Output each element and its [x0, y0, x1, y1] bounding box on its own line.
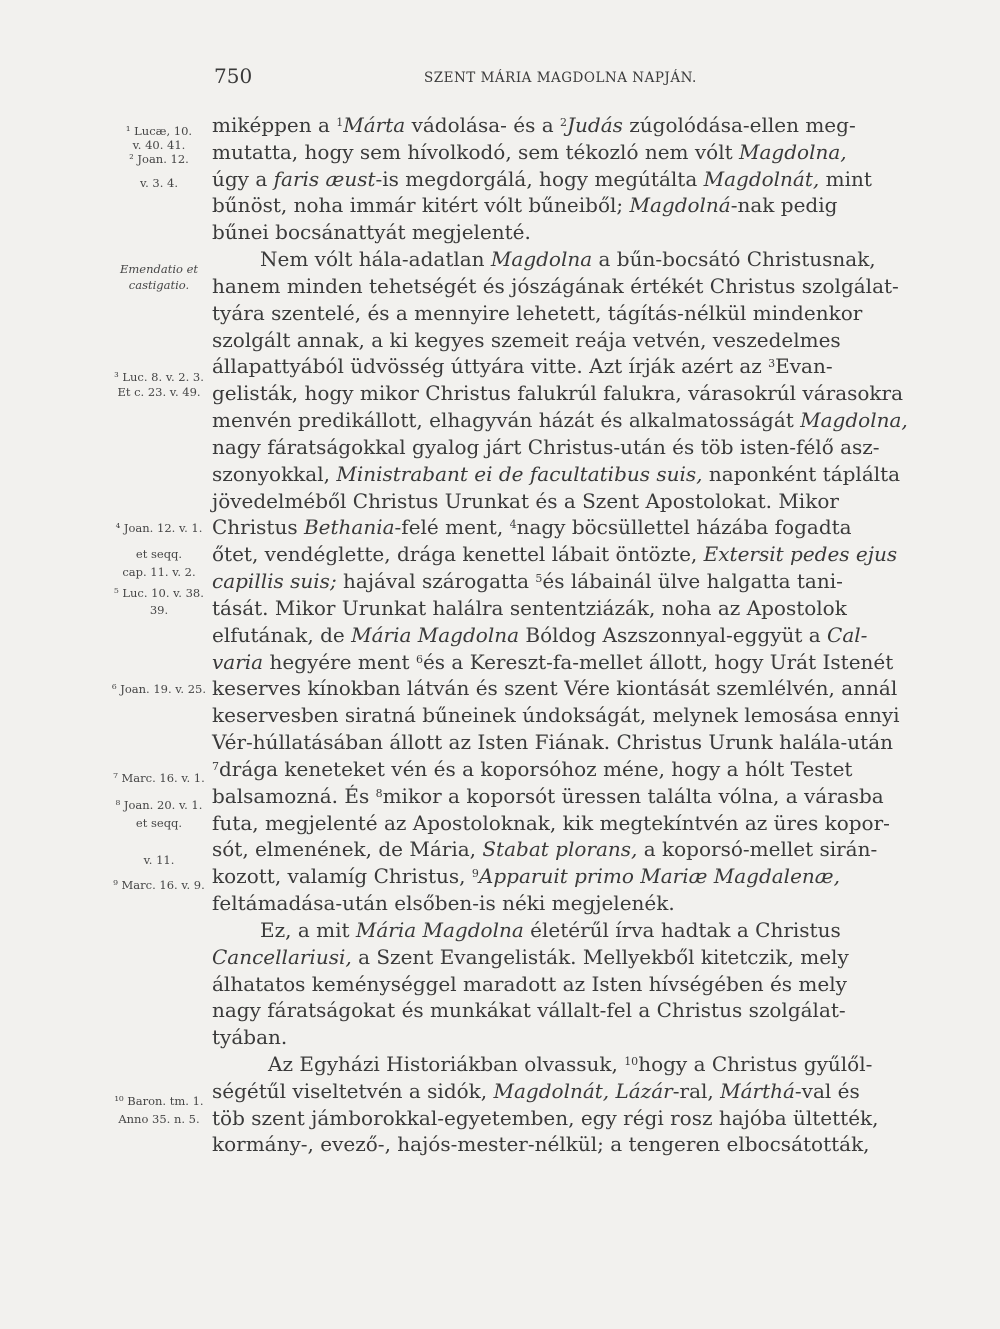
text-line: tását. Mikor Urunkat halálra sententziázák, noha az Apostolok	[212, 595, 847, 620]
text-line: futa, megjelenté az Apostoloknak, kik megtekíntvén az üres kopor-	[212, 810, 890, 835]
margin-note: ² Joan. 12.	[129, 152, 189, 166]
margin-note: ¹⁰ Baron. tm. 1.	[114, 1094, 204, 1108]
text-line: szonyokkal, Ministrabant ei de facultatibus suis, naponként táplálta	[212, 461, 901, 486]
text-line: keservesben siratná bűneinek úndokságát, melynek lemosása ennyi	[212, 703, 900, 728]
margin-note: v. 11.	[143, 853, 175, 867]
text-line: álhatatos keménységgel maradott az Isten hívségében és mely	[212, 971, 847, 996]
text-line: bűnöst, noha immár kitért vólt bűneiből; Magdolná-nak pedig	[212, 193, 838, 218]
text-line: ségétűl viseltetvén a sidók, Magdolnát, Lázár-ral, Márthá-val és	[212, 1078, 860, 1103]
margin-note: ⁵ Luc. 10. v. 38.	[114, 586, 204, 600]
margin-note: Emendatio et	[119, 262, 199, 276]
text-line: jövedelméből Christus Urunkat és a Szent Apostolokat. Mikor	[212, 488, 839, 513]
text-line: mutatta, hogy sem hívolkodó, sem tékozló nem vólt Magdolna,	[212, 139, 847, 164]
text-line: Cancellariusi, a Szent Evangelisták. Mellyekből kitetczik, mely	[212, 944, 849, 969]
text-line: állapattyából üdvösség úttyára vitte. Azt írják azért az $^3$Evan-	[212, 354, 833, 379]
running-head: SZENT MÁRIA MAGDOLNA NAPJÁN.	[424, 70, 697, 86]
margin-note: ¹ Lucæ, 10.	[125, 124, 193, 138]
text-line: gelisták, hogy mikor Christus falukrúl falukra, várasokrúl várasokra	[212, 381, 904, 406]
text-line: hanem minden tehetségét és jószágának értékét Christus szolgálat-	[212, 273, 899, 298]
margin-note: cap. 11. v. 2.	[122, 565, 196, 579]
margin-note: ⁶ Joan. 19. v. 25.	[111, 682, 207, 696]
text-line: elfutának, de Mária Magdolna Bóldog Aszszonnyal-eggyüt a Cal-	[212, 622, 868, 647]
text-line: tyára szentelé, és a mennyire lehetett, tágítás-nélkül mindenkor	[212, 300, 863, 325]
margin-note: ⁸ Joan. 20. v. 1.	[115, 798, 203, 812]
text-line: kozott, valamíg Christus, $^9$Apparuit primo Mariæ Magdalenæ,	[212, 864, 840, 889]
margin-note: v. 40. 41.	[132, 138, 186, 152]
body-text	[212, 112, 922, 1158]
text-line: tyában.	[212, 1025, 288, 1050]
text-line: őtet, vendéglette, drága kenettel lábait öntözte, Extersit pedes ejus	[212, 542, 898, 567]
margin-note: ⁷ Marc. 16. v. 1.	[113, 771, 205, 785]
text-line: szolgált annak, a ki kegyes szemeit reája vetvén, veszedelmes	[212, 327, 841, 352]
margin-note: ³ Luc. 8. v. 2. 3.	[114, 370, 204, 384]
text-line: töb szent jámborokkal-egyetemben, egy régi rosz hajóba ültették,	[212, 1105, 879, 1130]
text-line: keserves kínokban látván és szent Vére kiontását szemlélvén, annál	[212, 676, 898, 701]
text-line: miképpen a $^1$Márta vádolása- és a $^2$Judás zúgolódása-ellen meg-	[212, 113, 856, 137]
text-line: nagy fáratságokkal gyalog járt Christus-után és töb isten-félő asz-	[212, 434, 880, 459]
margin-note: 39.	[149, 603, 169, 617]
margin-note: et seqq.	[135, 547, 183, 561]
text-line: feltámadása-után elsőben-is néki megjelenék.	[212, 891, 675, 916]
text-line: Az Egyházi Historiákban olvassuk, $^{10}$hogy a Christus gyűlől-	[268, 1051, 873, 1076]
text-line: Nem vólt hála-adatlan Magdolna a bűn-bocsátó Christusnak,	[260, 247, 876, 272]
margin-note: v. 3. 4.	[139, 176, 179, 190]
text-line: varia hegyére ment $^6$és a Kereszt-fa-mellet állott, hogy Urát Istenét	[212, 649, 894, 674]
text-line: bűnei bocsánattyát megjelenté.	[212, 220, 531, 245]
text-line: $^7$drága keneteket vén és a koporsóhoz méne, hogy a hólt Testet	[212, 756, 853, 781]
text-line: Ez, a mit Mária Magdolna életérűl írva hadtak a Christus	[260, 917, 841, 942]
text-line: nagy fáratságokat és munkákat vállalt-fel a Christus szolgálat-	[212, 998, 846, 1023]
text-line: menvén predikállott, elhagyván házát és alkalmatosságát Magdolna,	[212, 408, 908, 433]
text-line: balsamozná. És $^8$mikor a koporsót üressen találta vólna, a várasba	[212, 783, 884, 808]
text-line: úgy a faris æust-is megdorgálá, hogy megútálta Magdolnát, mint	[212, 166, 872, 191]
margin-note: castigatio.	[128, 278, 190, 292]
margin-note: ⁹ Marc. 16. v. 9.	[113, 878, 205, 892]
text-line: Christus Bethania-felé ment, $^4$nagy böcsüllettel házába fogadta	[212, 515, 852, 540]
margin-note: ⁴ Joan. 12. v. 1.	[115, 521, 203, 535]
text-line: kormány-, evező-, hajós-mester-nélkül; a tengeren elbocsátották,	[212, 1132, 870, 1157]
text-line: Vér-húllatásában állott az Isten Fiának. Christus Urunk halála-után	[212, 730, 893, 755]
page-number: 750	[214, 64, 253, 88]
margin-note: Et c. 23. v. 49.	[117, 385, 201, 399]
margin-note: Anno 35. n. 5.	[118, 1112, 200, 1126]
margin-notes	[0, 0, 210, 1329]
text-line: capillis suis; hajával szárogatta $^5$és lábainál ülve halgatta tani-	[212, 569, 843, 594]
margin-note: et seqq.	[135, 816, 183, 830]
text-line: sót, elmenének, de Mária, Stabat plorans, a koporsó-mellet sirán-	[212, 837, 878, 862]
